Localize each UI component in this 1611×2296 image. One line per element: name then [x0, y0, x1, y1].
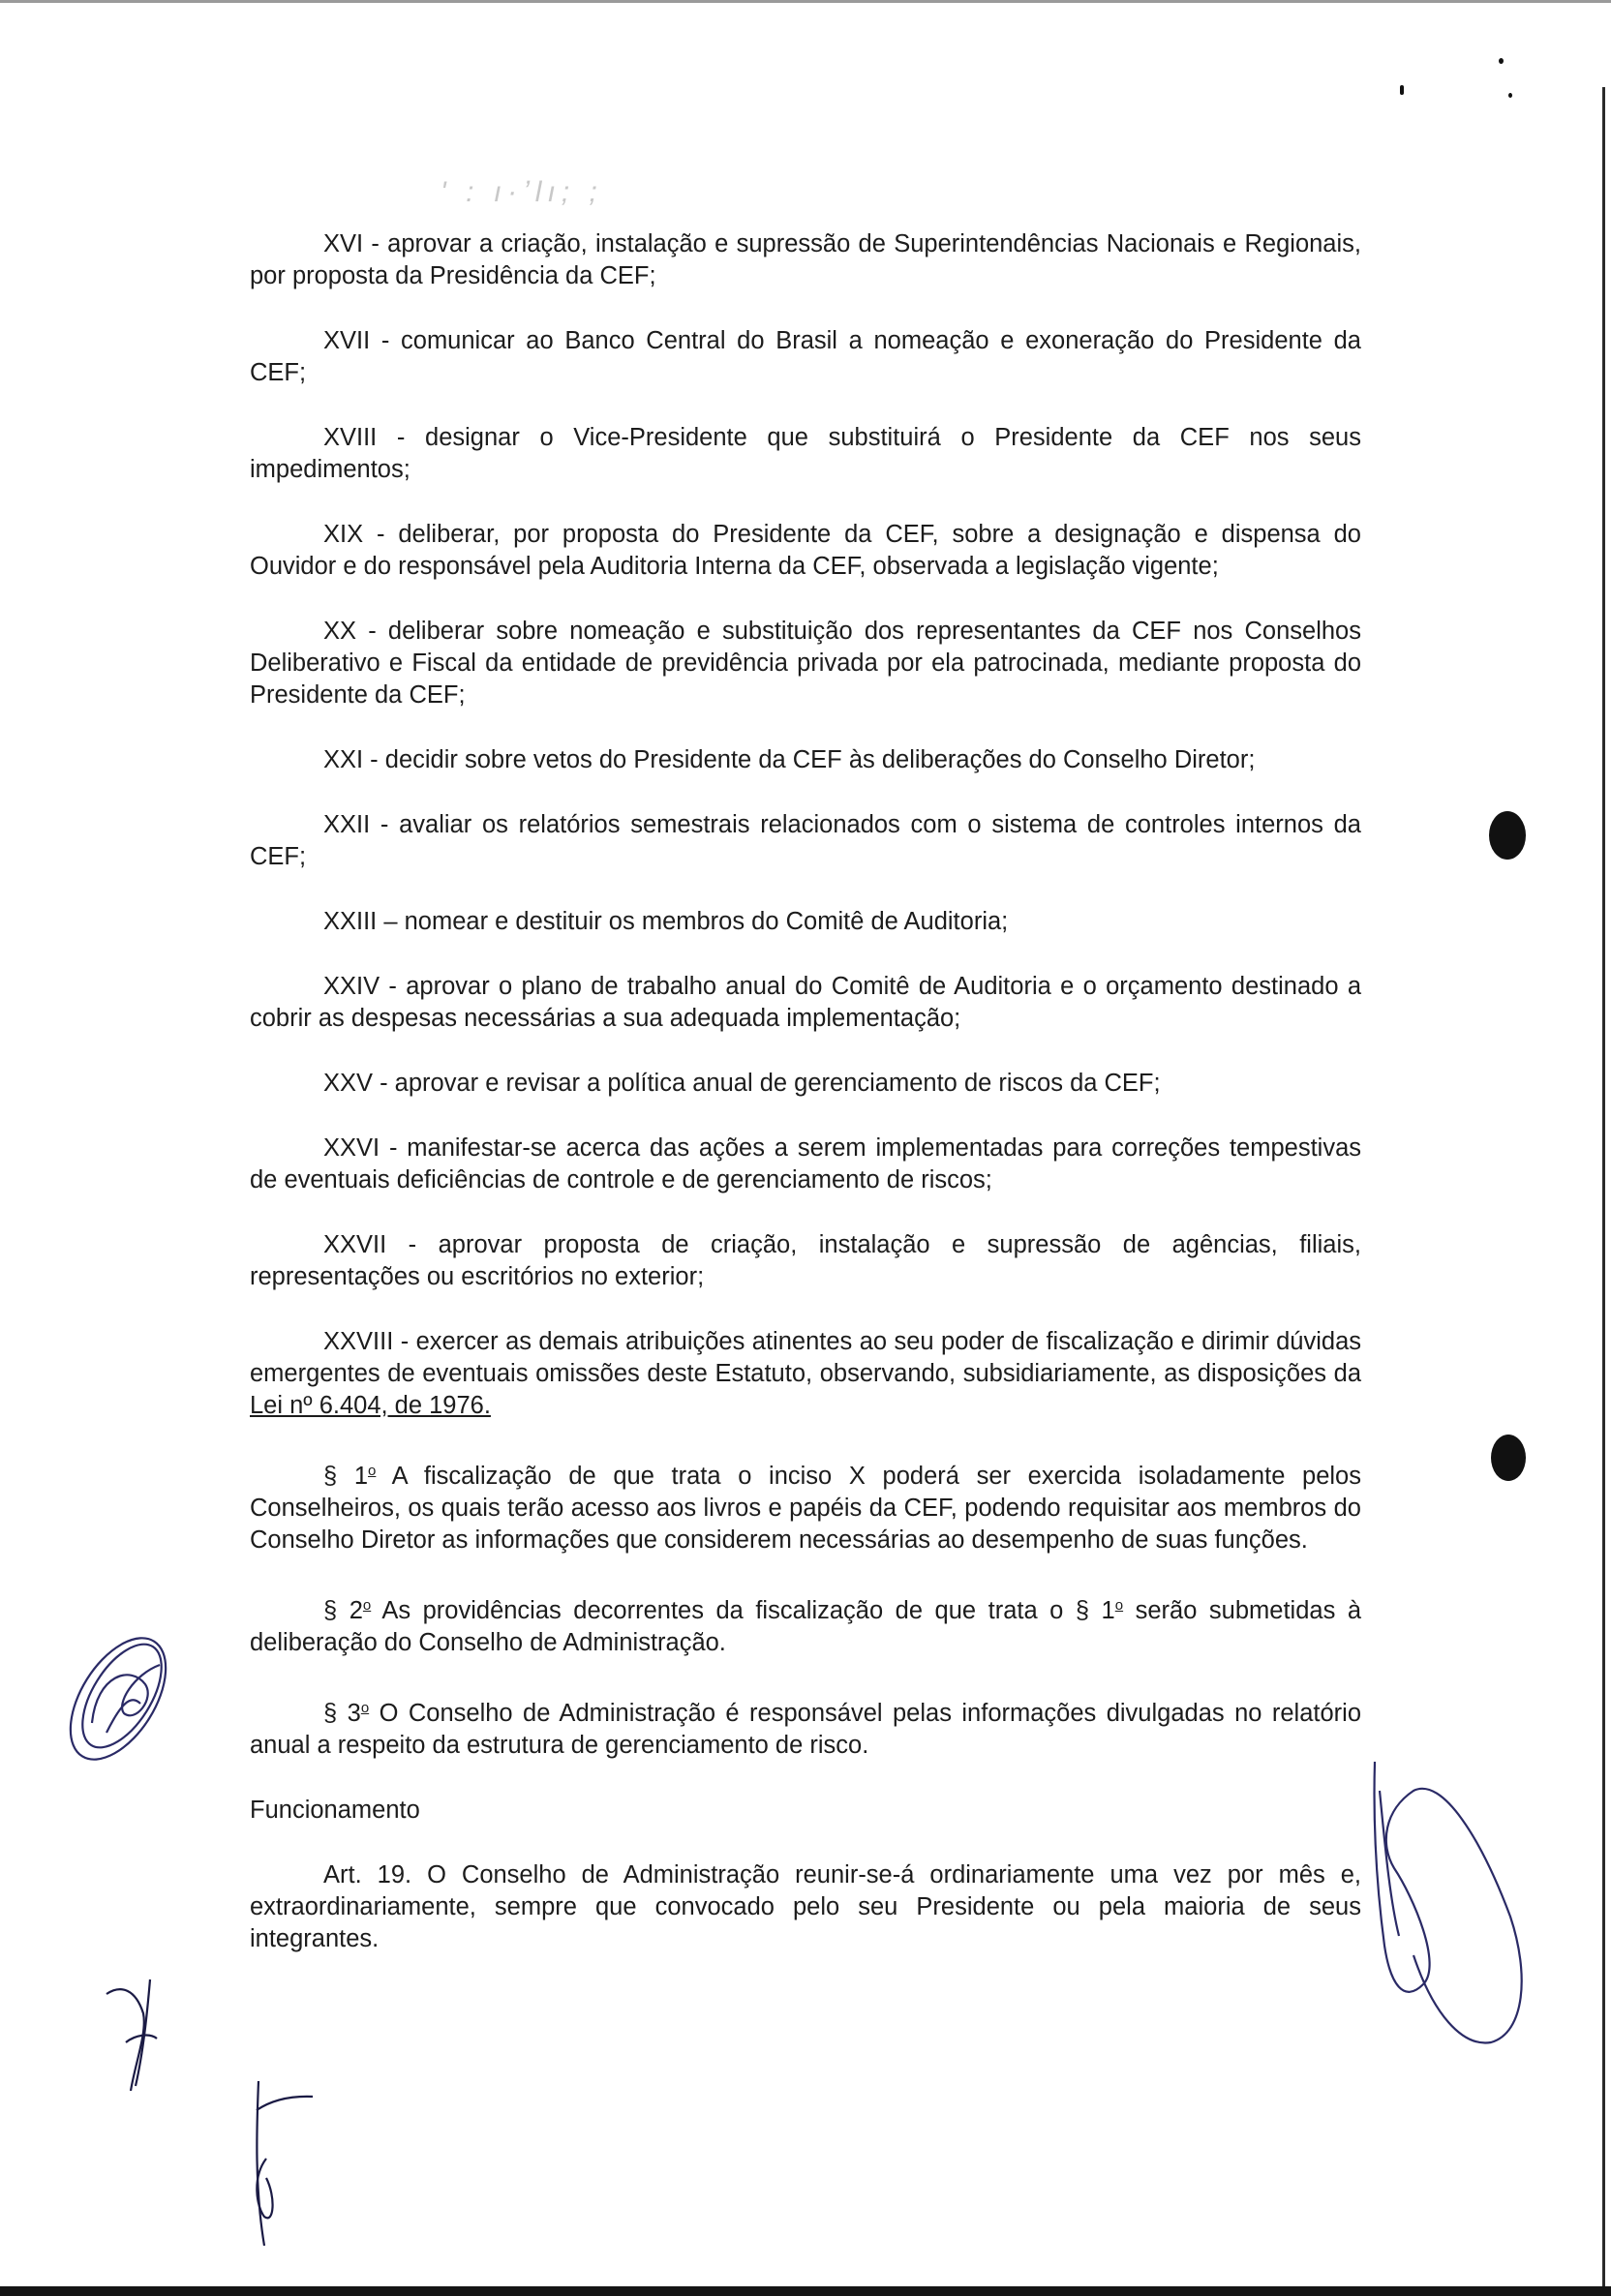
scan-top-edge — [0, 0, 1611, 3]
signature-right-margin — [1355, 1752, 1549, 2071]
hole-punch-mark — [1491, 1435, 1526, 1481]
clause-xxi: XXI - decidir sobre vetos do Presidente da CEF às deliberações do Conselho Diretor; — [323, 746, 1256, 773]
ordinal-mark: o — [368, 1463, 377, 1479]
initials-bottom-left-1 — [97, 1975, 184, 2100]
clause-xvii: XVII - comunicar ao Banco Central do Brasil a nomeação e exoneração do Presidente da CEF; — [250, 327, 1361, 386]
clause-xxiii: XXIII – nomear e destituir os membros do Comitê de Auditoria; — [323, 908, 1009, 935]
scan-speck — [1499, 58, 1504, 64]
paragraph-1-text: A fiscalização de que trata o inciso X poderá ser exercida isoladamente pelos Conselheiros, os quais terão acesso aos livros e papéis da CEF, podendo requisitar aos membros do Conselho Diretor as informações que considerem necessárias ao desempenho de suas funções. — [250, 1463, 1361, 1554]
initials-bottom-left-2 — [237, 2071, 334, 2255]
scan-speck — [1508, 93, 1512, 98]
scan-speck — [1400, 85, 1404, 95]
clause-xxviii-text: XXVIII - exercer as demais atribuições atinentes ao seu poder de fiscalização e dirimir dúvidas emergentes de eventuais omissões deste Estatuto, observando, subsidiariamente, as disposições da — [250, 1328, 1361, 1387]
clause-xix: XIX - deliberar, por proposta do Presidente da CEF, sobre a designação e dispensa do Ouvidor e do responsável pela Auditoria Interna da CEF, observada a legislação vigente; — [250, 521, 1361, 580]
signature-initials-left — [39, 1607, 203, 1781]
paragraph-1-prefix: § 1 — [323, 1463, 369, 1490]
ordinal-mark: o — [360, 1700, 370, 1716]
ordinal-mark: o — [362, 1597, 372, 1614]
paragraph-2 — [250, 1589, 1361, 1659]
paragraph-2-text-a: As providências decorrentes da fiscalização de que trata o § 1 — [371, 1597, 1115, 1624]
clause-xxvii: XXVII - aprovar proposta de criação, instalação e supressão de agências, filiais, representações ou escritórios no exterior; — [250, 1231, 1361, 1290]
clause-xx: XX - deliberar sobre nomeação e substituição dos representantes da CEF nos Conselhos Deliberativo e Fiscal da entidade de previdência privada por ela patrocinada, mediante proposta do Presidente da CEF; — [250, 618, 1361, 709]
paragraph-1 — [250, 1455, 1361, 1556]
clause-xxviii — [250, 1326, 1361, 1422]
law-reference-link: Lei nº 6.404, de 1976. — [250, 1392, 491, 1419]
faint-stamp-text: ' : ı·ʼlı; ; — [441, 176, 603, 208]
article-19: Art. 19. O Conselho de Administração reunir-se-á ordinariamente uma vez por mês e, extraordinariamente, sempre que convocado pelo seu Presidente ou pela maioria de seus integrantes. — [250, 1861, 1361, 1952]
paragraph-3 — [250, 1692, 1361, 1762]
paragraph-2-text-b: serão submetidas à deliberação do Conselho de Administração. — [250, 1597, 1362, 1656]
clause-xxv: XXV - aprovar e revisar a política anual de gerenciamento de riscos da CEF; — [323, 1070, 1161, 1097]
paragraph-2-prefix: § 2 — [323, 1597, 363, 1624]
clause-xxiv: XXIV - aprovar o plano de trabalho anual do Comitê de Auditoria e o orçamento destinado a cobrir as despesas necessárias a sua adequada implementação; — [250, 973, 1361, 1032]
clause-xvi: XVI - aprovar a criação, instalação e supressão de Superintendências Nacionais e Regionais, por proposta da Presidência da CEF; — [250, 230, 1361, 289]
paragraph-3-text: O Conselho de Administração é responsável pelas informações divulgadas no relatório anual a respeito da estrutura de gerenciamento de risco. — [250, 1700, 1361, 1759]
scan-right-edge — [1602, 87, 1605, 2296]
clause-xxii: XXII - avaliar os relatórios semestrais relacionados com o sistema de controles internos da CEF; — [250, 811, 1361, 870]
ordinal-mark: o — [1114, 1597, 1124, 1614]
section-heading: Funcionamento — [250, 1797, 420, 1824]
clause-xviii: XVIII - designar o Vice-Presidente que substituirá o Presidente da CEF nos seus impedimentos; — [250, 424, 1361, 483]
scan-bottom-edge — [0, 2286, 1611, 2296]
hole-punch-mark — [1489, 811, 1526, 860]
document-body — [250, 228, 1361, 1988]
clause-xxvi: XXVI - manifestar-se acerca das ações a serem implementadas para correções tempestivas de eventuais deficiências de controle e de gerenciamento de riscos; — [250, 1134, 1361, 1193]
paragraph-3-prefix: § 3 — [323, 1700, 361, 1727]
